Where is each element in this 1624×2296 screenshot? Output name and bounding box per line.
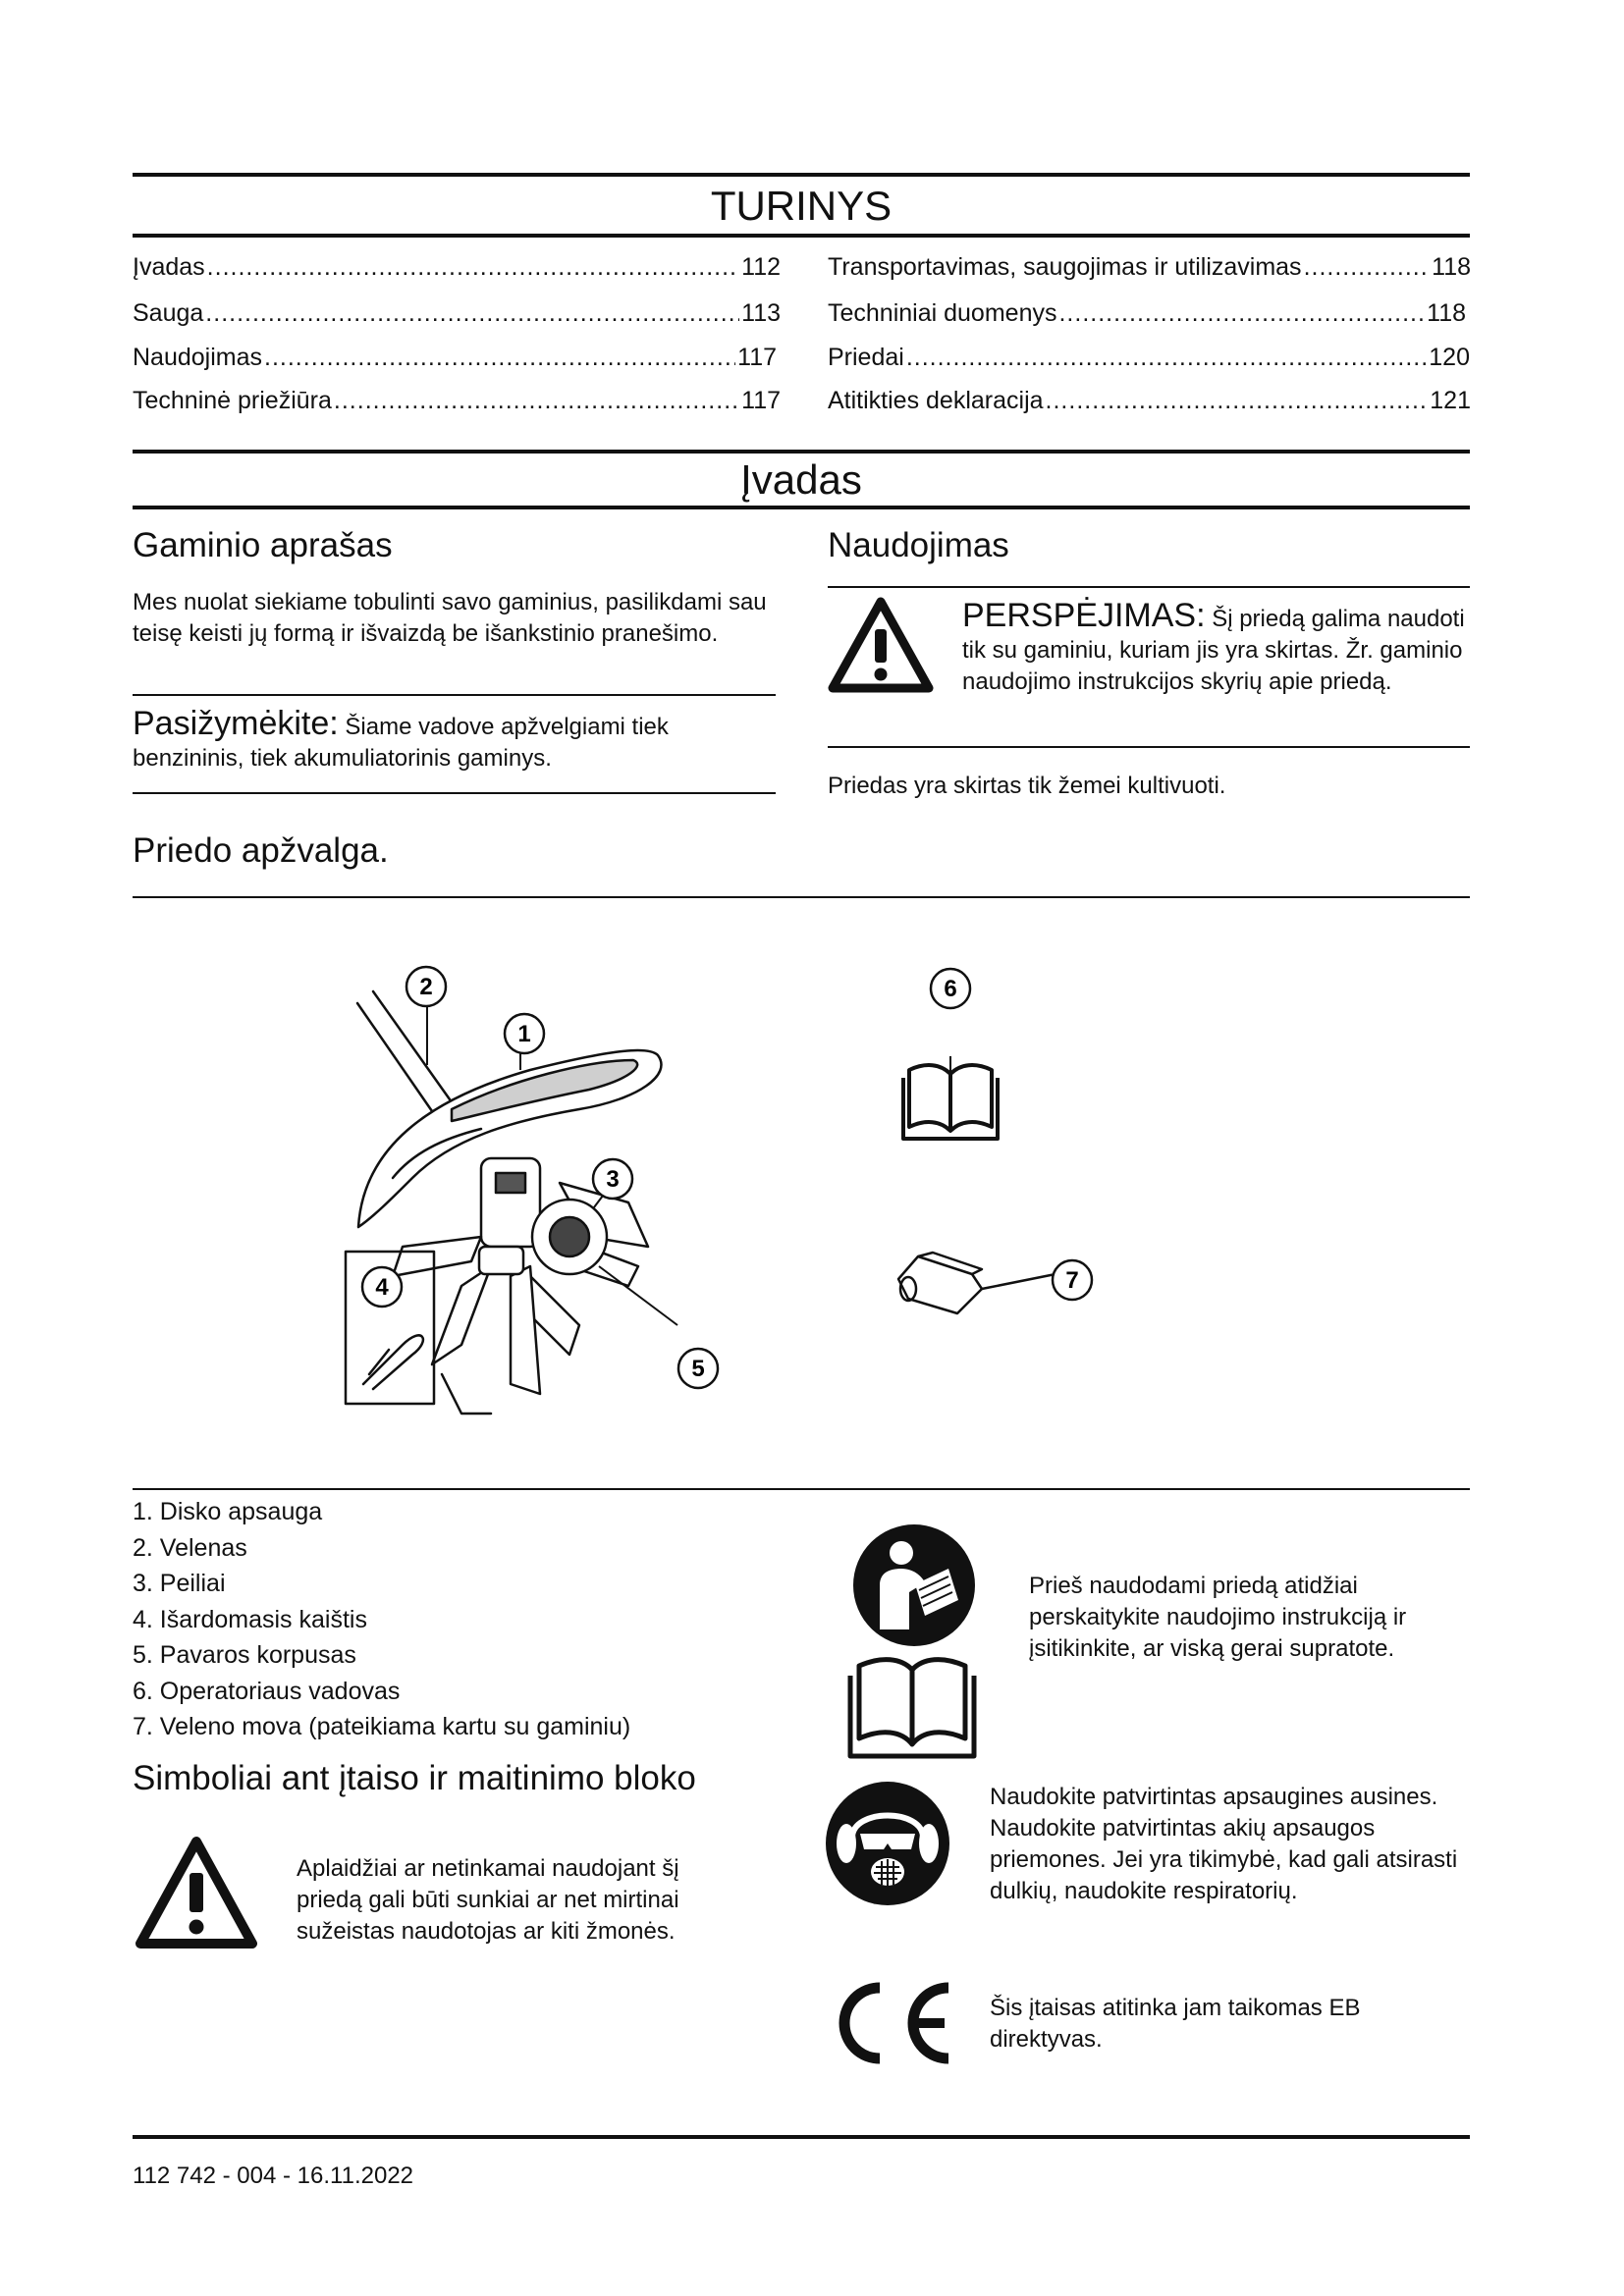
warning-triangle-icon — [827, 596, 935, 694]
note-label: Pasižymėkite: — [133, 705, 339, 742]
book-icon — [901, 1056, 1000, 1145]
warning-top-rule — [828, 586, 1470, 588]
note-bottom-rule — [133, 792, 776, 794]
ce-mark-icon — [823, 1978, 956, 2068]
intro-title: Įvadas — [740, 456, 862, 503]
list-item: 2. Velenas — [133, 1533, 247, 1562]
footer-rule — [133, 2135, 1470, 2139]
overview-bottom-rule — [133, 1488, 1470, 1490]
intro-bottom-rule — [133, 506, 1470, 509]
svg-text:6: 6 — [944, 976, 957, 1002]
svg-text:7: 7 — [1065, 1267, 1079, 1294]
callout-3 — [590, 1156, 635, 1201]
warning-bottom-rule — [828, 746, 1470, 748]
list-item: 1. Disko apsauga — [133, 1498, 323, 1525]
toc-top-rule — [133, 173, 1470, 177]
symbol-manual-text: Prieš naudodami priedą atidžiai perskaitykite naudojimo instrukciją ir įsitikinkite, ar viską gerai supratote. — [1029, 1573, 1407, 1662]
symbols-heading: Simboliai ant įtaiso ir maitinimo bloko — [133, 1759, 696, 1797]
callout-6 — [928, 966, 973, 1011]
toc-entry[interactable]: Techninė priežiūra ..... 117 — [133, 387, 781, 415]
symbol-protection-text: Naudokite patvirtintas apsaugines ausines. Naudokite patvirtintas akių apsaugos priemones. Jei yra tikimybė, kad gali atsirasti dulkių, naudokite respiratorių. — [990, 1784, 1458, 1904]
svg-text:1: 1 — [517, 1021, 531, 1047]
callout-1 — [502, 1011, 547, 1056]
toc-entry[interactable]: Naudojimas ..... 117 — [133, 344, 777, 372]
svg-text:2: 2 — [419, 974, 433, 1000]
note-block — [133, 705, 785, 774]
toc-entry[interactable]: Techniniai duomenys ..... 118 — [828, 299, 1466, 328]
callout-4 — [359, 1264, 405, 1309]
shaft-coupling-illustration — [889, 1245, 1065, 1323]
read-manual-icon — [850, 1522, 978, 1649]
svg-text:4: 4 — [375, 1274, 389, 1301]
warning-block — [962, 597, 1473, 698]
toc-bottom-rule — [133, 234, 1470, 238]
toc-entry[interactable]: Atitikties deklaracija ..... 121 — [828, 387, 1471, 415]
toc-entry[interactable]: Įvadas ..... 112 — [133, 253, 781, 282]
note-text: Šiame vadove apžvelgiami tiek benzininis, tiek akumuliatorinis gaminys. — [133, 714, 669, 772]
usage-heading: Naudojimas — [828, 526, 1009, 564]
toc-entry[interactable]: Priedai ..... 120 — [828, 344, 1470, 372]
usage-purpose: Priedas yra skirtas tik žemei kultivuoti. — [828, 773, 1226, 799]
symbol-ce-text: Šis įtaisas atitinka jam taikomas EB direktyvas. — [990, 1995, 1361, 2053]
list-item: 5. Pavaros korpusas — [133, 1641, 356, 1669]
toc-title: TURINYS — [710, 183, 893, 229]
protective-equipment-icon — [823, 1779, 952, 1908]
product-heading: Gaminio aprašas — [133, 526, 393, 564]
note-top-rule — [133, 694, 776, 696]
product-description: Mes nuolat siekiame tobulinti savo gaminius, pasilikdami sau teisę keisti jų formą ir išvaizdą be išankstinio pranešimo. — [133, 589, 767, 647]
list-item: 6. Operatoriaus vadovas — [133, 1677, 401, 1705]
list-item: 7. Veleno mova (pateikiama kartu su gaminiu) — [133, 1713, 631, 1740]
list-item: 3. Peiliai — [133, 1570, 226, 1597]
book-icon — [847, 1654, 977, 1762]
toc-entry[interactable]: Sauga ..... 113 — [133, 299, 781, 328]
warning-label: PERSPĖJIMAS: — [962, 597, 1206, 634]
callout-7 — [1050, 1257, 1095, 1303]
intro-top-rule — [133, 450, 1470, 454]
symbol-warning-text: Aplaidžiai ar netinkamai naudojant šį priedą gali būti sunkiai ar net mirtinai sužeistas naudotojas ar kiti žmonės. — [297, 1855, 679, 1945]
overview-heading: Priedo apžvalga. — [133, 831, 389, 870]
callout-5 — [676, 1346, 721, 1391]
overview-top-rule — [133, 896, 1470, 898]
warning-text: Šį priedą galima naudoti tik su gaminiu, kuriam jis yra skirtas. Žr. gaminio naudojimo instrukcijos skyrių apie priedą. — [962, 606, 1465, 695]
warning-triangle-icon — [133, 1834, 260, 1951]
footer-doc-id: 112 742 - 004 - 16.11.2022 — [133, 2163, 414, 2189]
callout-2 — [404, 964, 449, 1009]
toc-entry[interactable]: Transportavimas, saugojimas ir utilizavimas ..... 118 — [828, 253, 1471, 282]
svg-text:3: 3 — [606, 1166, 620, 1193]
parts-list — [133, 1494, 630, 1745]
svg-text:5: 5 — [691, 1356, 705, 1382]
list-item: 4. Išardomasis kaištis — [133, 1605, 367, 1633]
